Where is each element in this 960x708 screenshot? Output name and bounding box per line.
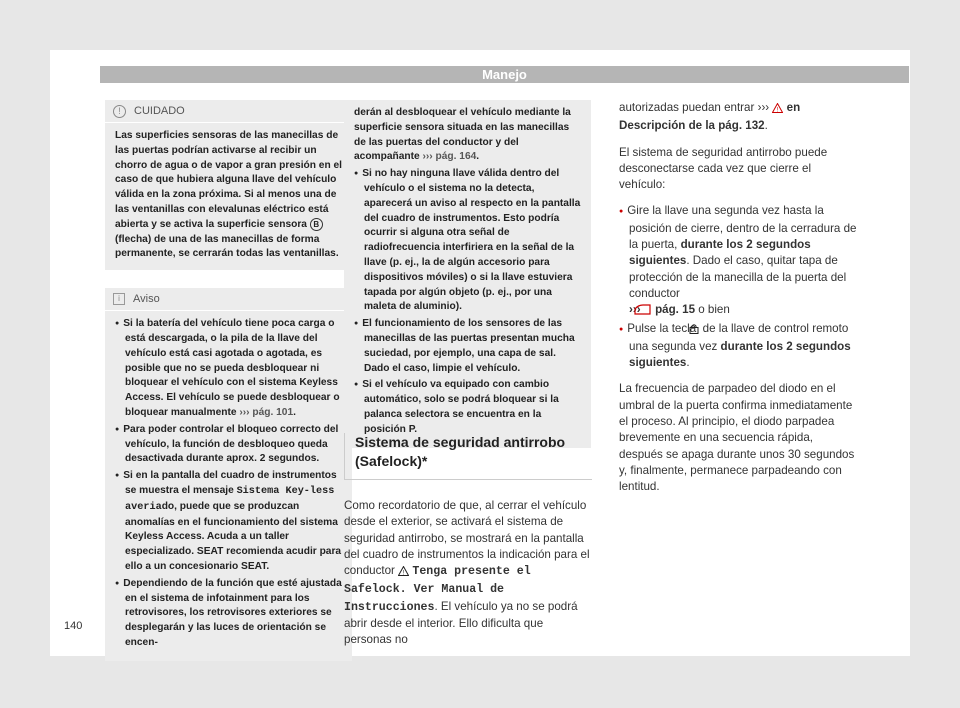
car-door-icon [644,304,652,320]
info-icon: i [113,293,125,305]
warning-icon [398,565,409,581]
page-header: Manejo [100,66,909,83]
list-item: ● Si el vehículo va equipado con cambio automático, solo se podrá bloquear si la palanca selectora se encuentra en la posición P. [354,378,583,437]
page-link[interactable]: ››› pág. 101 [239,406,294,418]
list-item: ● El funcionamiento de los sensores de las manecillas de las puertas presentan mucha suciedad, por ejemplo, una capa de sal. Dado el caso, limpie el vehículo. [354,317,583,376]
caution-icon: ! [113,105,126,118]
aviso-box [105,288,352,661]
page-link[interactable]: pág. 15 [655,303,696,317]
warning-icon [772,102,783,118]
column-1 [105,100,352,661]
section-title: Sistema de seguridad antirrobo (Safelock)* [355,434,566,469]
list-item: ● Gire la llave una segunda vez hasta la posición de cierre, dentro de la cerradura de la puerta, durante los 2 segundos siguientes. Dado el caso, quitar tapa de protección de la manecilla de la puerta del conductor ››› pág. 15 o bien [619,203,859,320]
svg-text:!: ! [402,570,405,577]
aviso-box-continued: derán al desbloquear el vehículo mediante la superficie sensora situada en las manecillas de las puertas del conductor y del acompañante ››› pág. 164. ● Si no hay ninguna llave válida dentro del vehículo o el sistema no la detecta, aparecerá un aviso al respecto en la pantalla del cuadro de instrumentos. Esto podría ocurrir si alguna otra señal de radiofrecuencia interfiriera en la señal de la llave (p. ej., la de algún accesorio para dispositivos móviles) o si la llave estuviera tapada por algún objeto (p. ej., por una maleta de aluminio). ● El funcionamiento de los sensores de las manecillas de las puertas presentan mucha suciedad, por ejemplo, una capa de sal. Dado el caso, limpie el vehículo. ● Si el vehículo va equipado con cambio automático, solo se podrá bloquear si la palanca selectora se encuentra en la posición P. [344,100,591,448]
section-body: Como recordatorio de que, al cerrar el vehículo desde el exterior, se activará el sistema de seguridad antirrobo, se mostrará en la pantalla del cuadro de instrumentos la indicación para el conductor ! Tenga presente el Safelock. Ver Manual de Instrucciones. El vehículo ya no se podrá abrir desde el interior. Ello dificulta que personas no [344,499,590,647]
list-item: ● Si no hay ninguna llave válida dentro del vehículo o el sistema no la detecta, aparecerá un aviso al respecto en la pantalla del cuadro de instrumentos. Esto podría ocurrir si alguna otra señal de radiofrecuencia interfiriera en la señal de la llave (p. ej., la de algún accesorio para dispositivos móviles) o si la llave estuviera tapada por algún objeto (p. ej., por una maleta de aluminio). [354,167,583,315]
column-2 [344,100,591,448]
cuidado-text: Las superficies sensoras de las manecillas de las puertas podrían activarse al recibir un chorro de agua o de vapor a gran presión en el caso de que hubiera alguna llave del vehículo válida en la zona próxima. Si al menos una de las ventanillas con elevalunas eléctrico está abierta y se activa la superficie sensora B (flecha) de una de las manecillas de forma permanente, se cerrarán todas las ventanillas. [115,130,343,260]
page-link[interactable]: en Descripción de la pág. 132 [619,101,801,133]
list-item: ● Dependiendo de la función que esté ajustada en el sistema de infotainment para los retrovisores, los retrovisores exteriores se desplegarán y las luces de orientación se encen- [115,577,344,651]
marker-b: B [310,218,323,231]
list-item: ● Si la batería del vehículo tiene poca carga o está descargada, o la pila de la llave del vehículo está casi agotada o agotada, es posible que no se pueda desbloquear ni bloquear el vehículo con el sistema Keyless Access. El vehículo se puede desbloquear o bloquear manualmente ››› pág. 101. [115,317,344,421]
list-item: ● Para poder controlar el bloqueo correcto del vehículo, la función de desbloqueo queda desactivada durante aprox. 2 segundos. [115,423,344,467]
display-message: Tenga presente el Safelock. Ver Manual de Instrucciones [344,565,531,614]
list-item: ● Si en la pantalla del cuadro de instrumentos se muestra el mensaje Sistema Key-less averiado, puede que se produzcan anomalías en el funcionamiento del sistema Keyless Access. Acuda a un taller especializado. SEAT recomienda acudir para ello a un concesionario SEAT. [115,469,344,575]
display-message: Sistema Key-less averia [125,485,335,513]
page [50,50,910,656]
svg-text:!: ! [777,107,779,113]
column-3: autorizadas puedan entrar ››› ! en Descripción de la pág. 132. El sistema de seguridad antirrobo puede desconectarse cada vez que cierre el vehículo: ● Gire la llave una segunda vez hasta la posición de cierre, dentro de la cerradura de la puerta, durante los 2 segundos siguientes. Dado el caso, quitar tapa de protección de la manecilla de la puerta del conductor ››› pág. 15 o bien ● Pulse la tecla de la llave de control remoto una segunda vez durante los 2 segundos siguientes. La frecuencia de parpadeo del diodo en el umbral de la puerta confirma inmediatamente el proceso. Al principio, el diodo parpadea brevemente en una secuencia rápida, después se apaga durante unos 30 segundos y, finalmente, permanece parpadeando con lentitud. [619,100,859,506]
page-link[interactable]: ››› pág. 164 [422,151,477,163]
cuidado-label: CUIDADO [134,105,185,117]
section-heading-wrap [344,433,592,480]
page-number: 140 [64,620,83,632]
cuidado-box [105,100,352,270]
list-item: ● Pulse la tecla de la llave de control remoto una segunda vez durante los 2 segundos siguientes. [619,321,859,372]
aviso-label: Aviso [133,293,160,306]
aviso-text [105,311,352,661]
